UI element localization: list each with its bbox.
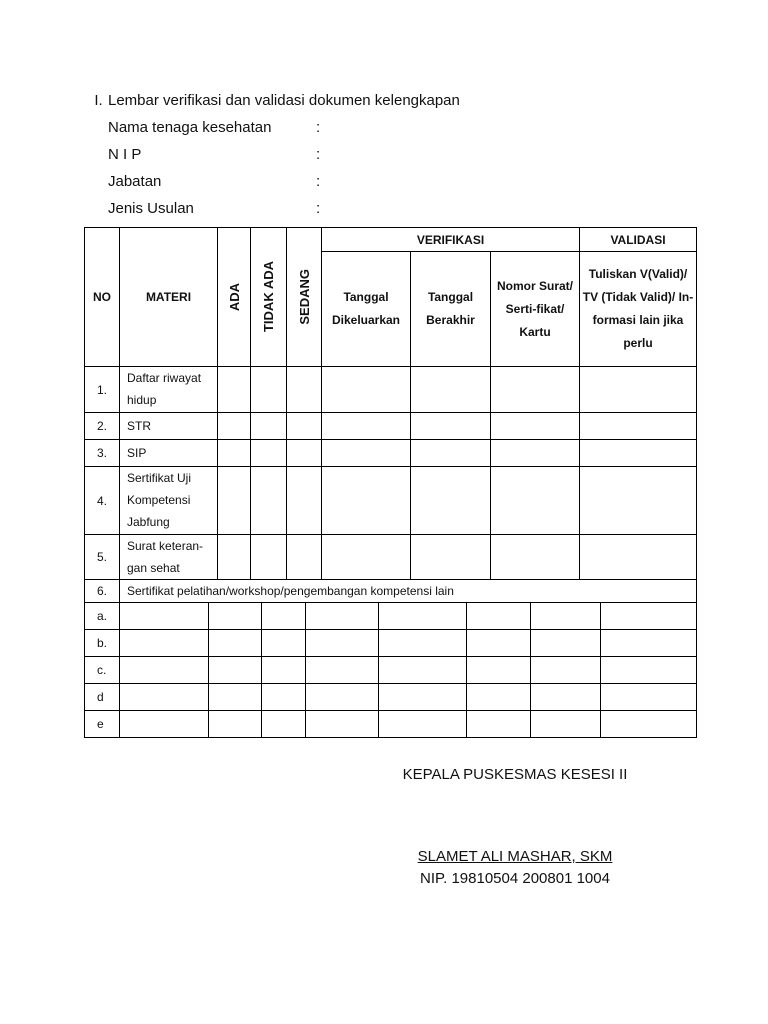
row-materi: Surat keteran-gan sehat: [120, 535, 218, 580]
sub-cell[interactable]: [120, 684, 209, 711]
row-number: 1.: [85, 367, 120, 413]
sub-row: [85, 603, 697, 630]
cell-validasi[interactable]: [580, 413, 697, 440]
row-number: 2.: [85, 413, 120, 440]
signature-name: SLAMET ALI MASHAR, SKM: [417, 848, 613, 865]
table-row: [85, 467, 697, 535]
cell-nomor-surat[interactable]: [491, 467, 580, 535]
cell-validasi[interactable]: [580, 440, 697, 467]
field-label: Jenis Usulan: [108, 200, 194, 217]
cell-sedang[interactable]: [287, 440, 322, 467]
sub-cell[interactable]: [531, 603, 601, 630]
field-label: N I P: [108, 146, 142, 163]
row-materi: Sertifikat Uji Kompetensi Jabfung: [120, 467, 218, 535]
row-materi: Daftar riwayat hidup: [120, 367, 218, 413]
cell-tidak-ada[interactable]: [251, 535, 287, 580]
header-validasi-note: Tuliskan V(Valid)/ TV (Tidak Valid)/ In-formasi lain jika perlu: [580, 252, 697, 367]
row-materi: STR: [120, 413, 218, 440]
cell-sedang[interactable]: [287, 535, 322, 580]
heading-number: I.: [94, 92, 103, 109]
cell-tidak-ada[interactable]: [251, 440, 287, 467]
cell-tanggal-dikeluarkan[interactable]: [322, 367, 411, 413]
sub-row: [85, 711, 697, 738]
sub-cell[interactable]: [601, 630, 697, 657]
cell-sedang[interactable]: [287, 367, 322, 413]
cell-tanggal-berakhir[interactable]: [411, 467, 491, 535]
cell-sedang[interactable]: [287, 467, 322, 535]
sub-cell[interactable]: [306, 711, 379, 738]
header-no: NO: [85, 228, 120, 367]
field-colon: :: [316, 200, 321, 217]
sub-cell[interactable]: [531, 630, 601, 657]
sub-cell[interactable]: [209, 657, 262, 684]
sub-cell[interactable]: [120, 630, 209, 657]
signature-title: KEPALA PUSKESMAS KESESI II: [402, 766, 628, 783]
header-sedang-cell: [287, 228, 322, 367]
sub-cell[interactable]: [306, 603, 379, 630]
header-verifikasi: VERIFIKASI: [322, 228, 580, 252]
field-colon: :: [316, 119, 321, 136]
cell-ada[interactable]: [218, 467, 251, 535]
field-label: Nama tenaga kesehatan: [108, 119, 272, 136]
field-jenis-usulan: [108, 200, 326, 227]
sub-cell[interactable]: [467, 657, 531, 684]
sub-cell[interactable]: [209, 603, 262, 630]
sub-cell[interactable]: [601, 684, 697, 711]
sub-cell[interactable]: [209, 711, 262, 738]
header-tidak-ada: TIDAK ADA: [261, 261, 276, 333]
header-validasi: VALIDASI: [580, 228, 697, 252]
field-label: Jabatan: [108, 173, 162, 190]
sub-cell[interactable]: [379, 657, 467, 684]
header-materi: MATERI: [120, 228, 218, 367]
sub-row-index: a.: [85, 603, 120, 630]
header-nomor-surat: Nomor Surat/ Serti-fikat/ Kartu: [491, 252, 580, 367]
cell-ada[interactable]: [218, 413, 251, 440]
sub-cell[interactable]: [467, 630, 531, 657]
heading-title: Lembar verifikasi dan validasi dokumen kelengkapan: [108, 92, 460, 109]
cell-nomor-surat[interactable]: [491, 413, 580, 440]
table-row: [85, 413, 697, 440]
cell-tanggal-dikeluarkan[interactable]: [322, 467, 411, 535]
header-sedang: SEDANG: [296, 269, 312, 325]
cell-tanggal-dikeluarkan[interactable]: [322, 413, 411, 440]
cell-tanggal-berakhir[interactable]: [411, 413, 491, 440]
sub-cell[interactable]: [120, 603, 209, 630]
sub-row-index: b.: [85, 630, 120, 657]
cell-ada[interactable]: [218, 535, 251, 580]
cell-nomor-surat[interactable]: [491, 367, 580, 413]
header-ada: ADA: [226, 282, 242, 312]
sub-cell[interactable]: [306, 657, 379, 684]
sub-cell[interactable]: [262, 630, 306, 657]
cell-tidak-ada[interactable]: [251, 413, 287, 440]
field-nama: [108, 119, 326, 146]
verification-table: [84, 227, 697, 603]
sub-cell[interactable]: [531, 657, 601, 684]
cell-nomor-surat[interactable]: [491, 440, 580, 467]
field-nip: [108, 146, 326, 173]
cell-sedang[interactable]: [287, 413, 322, 440]
sub-cell[interactable]: [262, 603, 306, 630]
field-jabatan: [108, 173, 326, 200]
sub-cell[interactable]: [467, 684, 531, 711]
header-ada-cell: [218, 228, 251, 367]
row-number: 3.: [85, 440, 120, 467]
sub-cell[interactable]: [306, 630, 379, 657]
sub-cell[interactable]: [379, 603, 467, 630]
sub-cell[interactable]: [262, 711, 306, 738]
sub-cell[interactable]: [531, 711, 601, 738]
cell-tanggal-berakhir[interactable]: [411, 535, 491, 580]
form-heading: [89, 92, 460, 109]
sub-cell[interactable]: [467, 603, 531, 630]
cell-tidak-ada[interactable]: [251, 367, 287, 413]
header-tanggal-berakhir: Tanggal Berakhir: [411, 252, 491, 367]
signature-nip: NIP. 19810504 200801 1004: [420, 870, 610, 887]
sub-cell[interactable]: [601, 657, 697, 684]
cell-ada[interactable]: [218, 367, 251, 413]
sub-row: [85, 630, 697, 657]
sub-row: [85, 684, 697, 711]
sub-row: [85, 657, 697, 684]
sub-cell[interactable]: [262, 684, 306, 711]
cell-tanggal-berakhir[interactable]: [411, 440, 491, 467]
cell-validasi[interactable]: [580, 535, 697, 580]
cell-tanggal-dikeluarkan[interactable]: [322, 440, 411, 467]
table-row: [85, 440, 697, 467]
sub-cell[interactable]: [306, 684, 379, 711]
sub-cell[interactable]: [379, 711, 467, 738]
table-row-6: [85, 580, 697, 603]
cell-ada[interactable]: [218, 440, 251, 467]
sub-cell[interactable]: [120, 657, 209, 684]
cell-validasi[interactable]: [580, 367, 697, 413]
sub-cell[interactable]: [209, 684, 262, 711]
row-number: 6.: [85, 580, 120, 603]
identity-fields: [108, 119, 326, 227]
cell-tidak-ada[interactable]: [251, 467, 287, 535]
sub-cell[interactable]: [531, 684, 601, 711]
cell-tanggal-berakhir[interactable]: [411, 367, 491, 413]
sub-cell[interactable]: [379, 684, 467, 711]
sub-cell[interactable]: [262, 657, 306, 684]
table-row: [85, 535, 697, 580]
cell-validasi[interactable]: [580, 467, 697, 535]
row-number: 5.: [85, 535, 120, 580]
sub-cell[interactable]: [601, 603, 697, 630]
row-6-text: Sertifikat pelatihan/workshop/pengembangan kompetensi lain: [120, 580, 697, 603]
sub-cell[interactable]: [601, 711, 697, 738]
sub-cell[interactable]: [209, 630, 262, 657]
cell-tanggal-dikeluarkan[interactable]: [322, 535, 411, 580]
sub-cell[interactable]: [467, 711, 531, 738]
training-subtable: [84, 602, 697, 738]
header-tidak-ada-cell: [251, 228, 287, 367]
header-tanggal-dikeluarkan: Tanggal Dikeluarkan: [322, 252, 411, 367]
field-colon: :: [316, 173, 321, 190]
cell-nomor-surat[interactable]: [491, 535, 580, 580]
table-row: [85, 367, 697, 413]
sub-row-index: c.: [85, 657, 120, 684]
sub-cell[interactable]: [120, 711, 209, 738]
field-colon: :: [316, 146, 321, 163]
row-materi: SIP: [120, 440, 218, 467]
sub-cell[interactable]: [379, 630, 467, 657]
sub-row-index: e: [85, 711, 120, 738]
sub-row-index: d: [85, 684, 120, 711]
row-number: 4.: [85, 467, 120, 535]
